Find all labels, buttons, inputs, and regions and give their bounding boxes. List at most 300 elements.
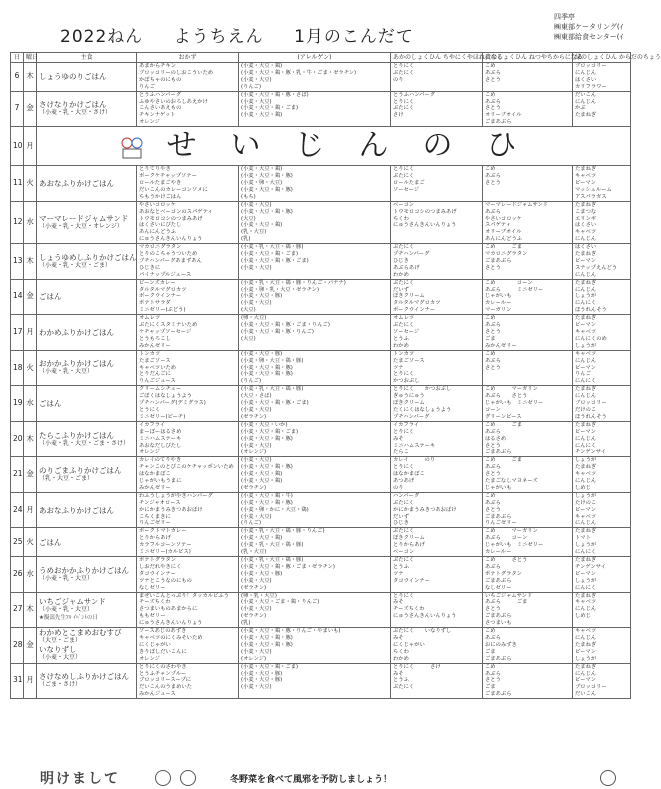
cell-line: とりにく: [393, 464, 415, 471]
main-cell: [37, 628, 137, 664]
weekday: 水: [26, 216, 34, 226]
cell-line: スナップえんどう: [575, 264, 618, 271]
cell-line: かにかまうみきつあおばけ: [139, 506, 203, 513]
cell-line: ブロッコリー: [575, 400, 607, 407]
cell-line: (小麦・大豆・いか): [241, 421, 288, 428]
cell-line: タコウインナー: [139, 570, 176, 577]
cell-line: にゅうさんきんいんりょう: [393, 613, 457, 620]
day-number: 18: [13, 362, 23, 372]
cell-line: (小麦・大豆): [241, 76, 272, 83]
cell-line: (小麦・大豆): [241, 98, 272, 105]
cell-line: とりだんごに: [139, 371, 171, 378]
okazu-cell: [137, 166, 239, 202]
weekday: 水: [26, 398, 34, 408]
main-dish: あおなふりかけごはん: [39, 178, 114, 188]
green-foods-cell: [573, 91, 631, 127]
cell-line: ごま: [485, 684, 496, 691]
cell-line: ぶたにく: [393, 322, 415, 329]
col-main: 主食: [37, 53, 137, 63]
cell-line: かにかまうみきつあおばけ: [393, 506, 457, 513]
cell-line: みそ: [393, 670, 404, 677]
day-number: 20: [13, 433, 23, 443]
cell-line: ピーマン: [575, 364, 596, 371]
table-row: [11, 386, 631, 422]
table-row: [11, 201, 631, 243]
cell-line: にんじん: [575, 236, 597, 243]
day-number: 31: [13, 675, 23, 685]
cell-line: こまつな: [575, 208, 597, 215]
cell-line: パイナップルジュース: [139, 271, 192, 278]
cell-line: カリフラワー: [575, 83, 607, 90]
cell-line: (小麦・大豆・鶏・豚・乳・牛・ごま・ゼラチン): [241, 69, 357, 76]
weekday: 月: [26, 327, 34, 336]
table-row: [11, 279, 631, 315]
cell-line: にんにく: [575, 584, 597, 591]
allergen-cell: [239, 421, 391, 457]
cell-line: ぶたにく いなりずし: [393, 628, 452, 635]
cell-line: あぶら: [485, 563, 501, 570]
cell-line: オレンジ: [139, 655, 160, 662]
allergen-cell: [239, 201, 391, 243]
cell-line: (小麦・大豆・鶏): [241, 112, 283, 119]
green-foods-cell: [573, 592, 631, 628]
cell-line: じゃがいも: [485, 293, 512, 300]
cell-line: カレイ のり: [393, 457, 436, 464]
main-cell: [37, 201, 137, 243]
cell-line: プチハンバーグ: [393, 251, 430, 258]
seijin-day-illustration-icon: [117, 134, 147, 160]
cell-line: ツナ: [393, 364, 404, 371]
allergen-cell: [239, 457, 391, 493]
cell-line: とうふハンバーグ: [393, 91, 436, 98]
cell-line: のり: [393, 76, 404, 83]
yellow-foods-cell: [483, 628, 573, 664]
cell-line: こめ: [485, 663, 496, 670]
cell-line: たまねぎ: [575, 315, 597, 322]
main-cell: [37, 457, 137, 493]
cell-line: (小麦・大豆・鶏・豚・りんご): [241, 329, 314, 335]
table-row: [11, 315, 631, 351]
cell-line: たまねぎ: [575, 279, 597, 286]
day-number: 6: [14, 71, 20, 81]
cell-line: (小麦・大豆・鶏・豚・ごま・ゼラチン): [241, 563, 335, 570]
weekday: 木: [26, 604, 34, 614]
cell-line: (オレンジ): [241, 449, 267, 456]
cell-line: わかめ: [393, 655, 409, 662]
weekday: 火: [26, 177, 34, 187]
dow-cell: [24, 528, 37, 557]
red-foods-cell: [391, 386, 483, 422]
cell-line: ごまあぶら: [485, 119, 512, 126]
day-cell: [11, 350, 24, 386]
cell-line: はくさい: [575, 222, 597, 229]
cell-line: りんごジュース: [139, 378, 176, 385]
day-cell: [11, 63, 24, 92]
cell-line: ポークウインナー: [393, 307, 436, 314]
cell-line: ごまあぶら: [485, 655, 512, 662]
main-allergen: （大豆・ごま）: [39, 637, 82, 645]
table-row: [11, 127, 631, 166]
cell-line: さとう: [485, 329, 501, 335]
cell-line: しょうが: [575, 655, 597, 662]
weekday: 木: [26, 255, 34, 265]
cell-line: タルタルマグロカツ: [139, 286, 187, 293]
cell-line: (小麦・大豆・鶏・ごま): [241, 105, 299, 112]
cell-line: (小麦・乳・大豆・鶏・豚): [241, 557, 304, 563]
cell-line: (小麦・大豆・鶏): [241, 222, 283, 229]
day-cell: [11, 315, 24, 351]
cell-line: ポテトグラタン: [485, 570, 522, 577]
cell-line: (小麦・大豆・豚): [241, 570, 283, 577]
cell-line: たまねぎ: [575, 528, 597, 535]
day-cell: [11, 528, 24, 557]
cell-line: (小麦・卵・大豆): [241, 179, 283, 186]
main-dish: しょうゆめしふりかけごはん: [39, 252, 137, 262]
cell-line: にゅうさんきんいんりょう: [139, 620, 203, 627]
cell-line: たまごソース: [393, 357, 425, 364]
cell-line: ごぼくはなしょうよう: [139, 393, 192, 400]
day-number: 26: [13, 568, 23, 578]
cell-line: コーン: [485, 406, 501, 413]
cell-line: おにのみずき: [485, 641, 517, 648]
table-row: [11, 421, 631, 457]
cell-line: あつあげ: [393, 478, 415, 485]
main-cell: [37, 350, 137, 386]
cell-line: (小麦・大豆): [241, 577, 272, 584]
cell-line: (小麦・大豆・鶏・豚): [241, 464, 293, 471]
dow-cell: [24, 557, 37, 593]
cell-line: クリームシチュー: [139, 386, 182, 393]
cell-line: とりにく: [393, 63, 415, 69]
red-foods-cell: [391, 528, 483, 557]
cell-line: たまねぎ: [575, 464, 597, 471]
cell-line: (ゼラチン): [241, 484, 267, 491]
cell-line: ピーマン: [575, 570, 596, 577]
cell-line: ポークトマトカレー: [139, 528, 187, 535]
col-okazu: おかず: [137, 53, 239, 63]
cell-line: ぶたにく: [393, 173, 415, 180]
red-foods-cell: [391, 201, 483, 243]
cell-line: ぎゅうにゅう: [393, 393, 425, 400]
cell-line: だいこんのうまめいた: [139, 684, 192, 691]
org-line: ㈱東部ケータリング(ｲ: [554, 23, 624, 31]
cell-line: にんにく: [575, 549, 597, 556]
day-number: 21: [13, 469, 23, 479]
main-dish: おかかふりかけごはん: [39, 359, 114, 369]
weekday: 水: [26, 568, 34, 578]
cell-line: きりぼしだいこんに: [139, 648, 187, 655]
cell-line: みそ: [393, 435, 404, 442]
cell-line: たらこ: [393, 449, 409, 456]
cell-line: (大豆): [241, 335, 256, 342]
main-dish: さけなめしふりかけごはん: [39, 672, 129, 682]
cell-line: あぶら コーン: [485, 535, 528, 542]
table-row: [11, 457, 631, 493]
cell-line: (小麦・大豆・鶏・豚): [241, 208, 293, 215]
cell-line: さとう: [485, 442, 501, 449]
cell-line: ぽきクリーム: [393, 400, 425, 407]
cell-line: (乳・大豆): [241, 229, 267, 236]
cell-line: マーガリン: [485, 307, 512, 314]
cell-line: にんにく: [575, 300, 597, 307]
cell-line: にくじゃがい: [393, 641, 425, 648]
cell-line: あぶらあげ: [393, 264, 420, 271]
dow-cell: [24, 244, 37, 280]
cell-line: (小麦・大豆・鶏・豚): [241, 186, 293, 193]
cell-line: イカフライ: [139, 421, 166, 428]
weekday: 金: [26, 103, 34, 113]
cell-line: ベーコン: [393, 549, 415, 556]
title-month-menu: 1月のこんだて: [294, 27, 414, 47]
cell-line: (乳・大豆): [241, 549, 267, 556]
cell-line: ブロッコリースープに: [139, 677, 192, 684]
cell-line: にんじん: [575, 634, 597, 641]
cell-line: みかんジュース: [139, 691, 176, 698]
cell-line: とりにく: [393, 428, 415, 435]
cell-line: (小麦・大豆・鶏・豚): [241, 499, 293, 506]
cell-line: オムレツ: [139, 315, 161, 322]
dow-cell: [24, 492, 37, 528]
day-number: 17: [13, 327, 23, 336]
cell-line: にんじん: [575, 69, 597, 76]
cell-line: (大豆): [241, 307, 256, 314]
cell-line: ひじき: [393, 520, 409, 527]
main-cell: [37, 557, 137, 593]
cell-line: (小麦・大豆): [241, 457, 272, 464]
main-allergen: （小麦・乳・大豆）: [39, 605, 94, 613]
cell-line: カレールー: [485, 300, 512, 307]
cell-line: ぶたにく: [393, 279, 415, 286]
cell-line: キャベツいため: [139, 364, 177, 371]
snowman-icon: [155, 770, 171, 786]
green-foods-cell: [573, 350, 631, 386]
cell-line: タコウインナー: [393, 577, 430, 584]
dow-cell: [24, 350, 37, 386]
dow-cell: [24, 457, 37, 493]
red-foods-cell: [391, 350, 483, 386]
green-foods-cell: [573, 315, 631, 351]
cell-line: こめ ごま: [485, 244, 523, 251]
col-red-foods: あかのしょくひん ちやにくやほねになる: [391, 53, 483, 63]
cell-line: (小麦・大豆・鶏・豚): [241, 371, 293, 378]
yellow-foods-cell: [483, 492, 573, 528]
day-cell: [11, 244, 24, 280]
cell-line: わかめ: [393, 342, 409, 349]
main-cell: [37, 663, 137, 699]
main-allergen: （小麦・乳・大豆・ごま）: [39, 261, 112, 269]
cell-line: ピーマン: [575, 428, 596, 435]
day-cell: [11, 592, 24, 628]
cell-line: たまごソース: [139, 357, 171, 364]
allergen-cell: [239, 492, 391, 528]
cell-line: だいこん: [575, 91, 597, 98]
yellow-foods-cell: [483, 279, 573, 315]
cell-line: (もち): [241, 193, 256, 200]
green-foods-cell: [573, 386, 631, 422]
title-school: ようちえん: [173, 27, 264, 47]
cell-line: とりにく さけ: [393, 663, 441, 670]
cell-line: トマト: [575, 535, 591, 542]
cell-line: やさいコロッケ: [485, 215, 522, 222]
table-header: [11, 53, 631, 63]
cell-line: あぶら: [485, 464, 501, 471]
cell-line: (卵・乳・大豆): [241, 592, 277, 599]
cell-line: (小麦・乳・大豆・鶏・豚): [241, 542, 304, 549]
cell-line: (小麦・大豆・鶏・豚): [241, 435, 293, 442]
cell-line: ごま: [485, 648, 496, 655]
cell-line: あんにんどうふ: [485, 236, 523, 243]
okazu-cell: [137, 528, 239, 557]
cell-line: とうふチャンプルー: [139, 670, 187, 677]
cell-line: さつまいものあまからに: [139, 606, 198, 613]
cell-line: オムレツ: [393, 315, 415, 322]
main-dish: さけなりかけごはん: [39, 100, 107, 110]
dow-cell: [24, 315, 37, 351]
cell-line: はくさい: [575, 244, 597, 251]
dow-cell: [24, 91, 37, 127]
cell-line: ぶたにく: [393, 69, 415, 76]
cell-line: エリンギ: [575, 215, 597, 222]
cell-line: こめ ごま: [485, 457, 523, 464]
cell-line: ごまあぶら: [485, 613, 512, 620]
day-cell: [11, 201, 24, 243]
cell-line: にんじん: [575, 357, 597, 364]
main-dish: ごはん: [39, 292, 62, 302]
cell-line: スパゲティ: [485, 222, 512, 229]
main-allergen: （乳・大豆・ごま）: [39, 475, 94, 483]
cell-line: チンゲンサイ: [575, 449, 606, 456]
cell-line: とりのこちゃうついため: [139, 251, 198, 258]
cell-line: (小麦・大豆・豚): [241, 677, 283, 684]
cell-line: たまねぎ: [575, 251, 597, 258]
cell-line: ごまあぶら: [485, 691, 512, 698]
cell-line: (小麦・大豆・鶏・豚・ごま): [241, 400, 309, 407]
cell-line: キャベツ: [575, 471, 597, 478]
allergen-cell: [239, 528, 391, 557]
cell-line: あぶら: [485, 499, 501, 506]
cell-line: ぶたにく: [393, 499, 415, 506]
allergen-cell: [239, 628, 391, 664]
cell-line: ぶたにく: [393, 684, 415, 691]
cell-line: ふゆやさいのおろしあえかけ: [139, 98, 208, 105]
cell-line: みそ: [393, 599, 404, 606]
cell-line: だいず: [393, 286, 409, 293]
cell-line: (小麦・大豆): [241, 606, 272, 613]
cell-line: あぶら: [485, 357, 501, 364]
cell-line: あぶら ミニゼリー: [485, 286, 544, 293]
green-foods-cell: [573, 166, 631, 202]
cell-line: (小麦・大豆): [241, 264, 272, 271]
cell-line: チーズちくわ: [139, 599, 171, 606]
cell-line: たくにくはなしょうよう: [393, 406, 452, 413]
allergen-cell: [239, 557, 391, 593]
cell-line: りんごゼリー: [485, 520, 517, 527]
cell-line: ちくわ: [393, 648, 409, 655]
cell-line: なしゼリー: [139, 584, 166, 591]
cell-line: (りんご): [241, 378, 262, 385]
table-row: [11, 528, 631, 557]
dow-cell: [24, 201, 37, 243]
cell-line: ぶたにく: [393, 557, 415, 563]
yellow-foods-cell: [483, 91, 573, 127]
cell-line: トンカツ: [139, 350, 161, 357]
cell-line: ひじきに: [139, 264, 161, 271]
okazu-cell: [137, 350, 239, 386]
cell-line: とりにくのさわやき: [139, 663, 187, 670]
cell-line: こめ: [485, 91, 496, 98]
cell-line: いちごジャムサンド: [485, 592, 533, 599]
cell-line: さとう: [485, 677, 501, 684]
cell-line: しょうが: [575, 542, 597, 549]
cell-line: ごまあぶら: [485, 513, 512, 520]
main-dish: わかめふりかけごはん: [39, 327, 114, 337]
main-dish: いちごジャムサンド: [39, 596, 106, 606]
main-cell: [37, 279, 137, 315]
cell-line: カレールー: [485, 549, 512, 556]
cell-line: キャベツ: [575, 173, 597, 180]
cell-line: たまねぎ: [575, 663, 597, 670]
cell-line: ほうれんそう: [575, 307, 607, 314]
cell-line: トウモロコシのつまみあげ: [139, 215, 203, 222]
cell-line: にくじゃがい: [139, 641, 171, 648]
cell-line: たまねぎ: [575, 557, 597, 563]
cell-line: ボークケチャップソテー: [139, 173, 197, 180]
cell-line: キャベツ: [575, 628, 597, 635]
cell-line: ボークウインナー: [139, 293, 182, 300]
menu-body: [11, 63, 631, 699]
cell-line: (小麦・大豆・鶏・豚・りんご・やまいも): [241, 628, 341, 635]
cell-line: (小麦・大豆・鶏・豚): [241, 634, 293, 641]
cell-line: さとう: [485, 105, 501, 112]
cell-line: こめ マーガリン: [485, 528, 538, 535]
okazu-cell: [137, 592, 239, 628]
cell-line: わふうしょうがやきハンバーグ: [139, 492, 213, 499]
cell-line: ももゼリー: [139, 613, 166, 620]
yellow-foods-cell: [483, 244, 573, 280]
cell-line: (小麦・大豆): [241, 442, 272, 449]
allergen-cell: [239, 315, 391, 351]
dow-cell: [24, 63, 37, 92]
cell-line: ブロッコリー: [575, 684, 607, 691]
cell-line: とうふ: [393, 677, 409, 684]
cell-line: とうもろこし: [139, 335, 171, 342]
yellow-foods-cell: [483, 386, 573, 422]
cell-line: とうにく: [139, 406, 161, 413]
cell-line: ケチャップソーセージ: [139, 329, 192, 335]
cell-line: ぽきクリーム: [393, 293, 425, 300]
weekday: 木: [26, 433, 34, 443]
cell-line: あぶら さとう: [485, 393, 528, 400]
allergen-cell: [239, 279, 391, 315]
main-dish: あおなふりかけごはん: [39, 505, 114, 515]
main-cell: [37, 315, 137, 351]
cell-line: こめ: [485, 350, 496, 357]
green-foods-cell: [573, 63, 631, 92]
weekday: 木: [26, 71, 34, 81]
yellow-foods-cell: [483, 315, 573, 351]
cell-line: (小麦・大豆): [241, 684, 272, 691]
cell-line: さとう: [485, 506, 501, 513]
okazu-cell: [137, 315, 239, 351]
allergen-cell: [239, 663, 391, 699]
cell-line: にんにくのめ: [575, 335, 607, 342]
cell-line: (小麦・卵・乳・大豆・ゼラチン): [241, 286, 320, 293]
red-foods-cell: [391, 457, 483, 493]
cell-line: ぶたにく: [393, 105, 415, 112]
cell-line: さとう: [485, 76, 501, 83]
cell-line: あぶら: [485, 69, 501, 76]
yellow-foods-cell: [483, 557, 573, 593]
